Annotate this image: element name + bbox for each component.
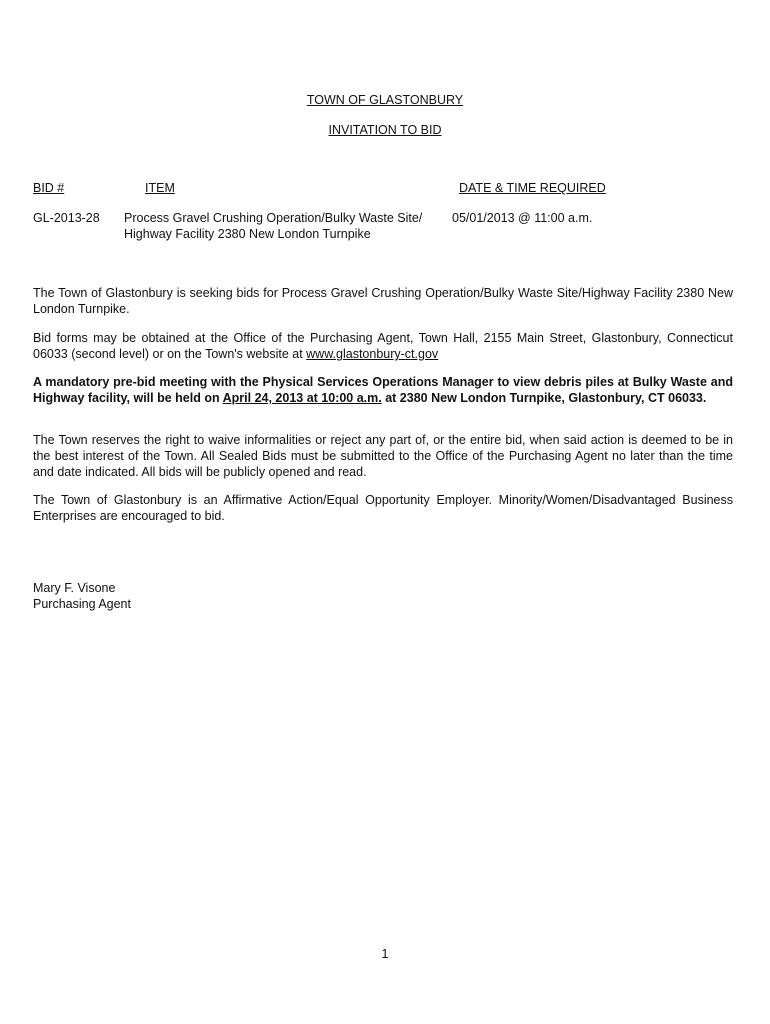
pre-bid-date: April 24, 2013 at 10:00 a.m. [222, 391, 382, 405]
item-line-2: Highway Facility 2380 New London Turnpike [124, 227, 371, 241]
signatory-name: Mary F. Visone [33, 581, 116, 595]
date-time-required: 05/01/2013 @ 11:00 a.m. [452, 211, 593, 225]
org-heading: TOWN OF GLASTONBURY [306, 93, 464, 107]
item-header: ITEM [145, 181, 175, 195]
bid-forms-text: Bid forms may be obtained at the Office of the Purchasing Agent, Town Hall, 2155 Main Street, Glastonbury, Connecticut 06033 (second level) or on the Town's website at [33, 331, 733, 361]
reservation-paragraph: The Town reserves the right to waive informalities or reject any part of, or the entire bid, when said action is deemed to be in the best interest of the Town. All Sealed Bids must be submitted to the Office of the Purchasing Agent no later than the time and date indicated. All bids will be publicly opened and read. [33, 433, 733, 479]
pre-bid-location: at 2380 New London Turnpike, Glastonbury, CT 06033. [381, 391, 707, 405]
town-website-link[interactable]: www.glastonbury-ct.gov [306, 347, 439, 361]
bid-number-header: BID # [33, 181, 65, 195]
bid-number: GL-2013-28 [33, 211, 100, 225]
intro-paragraph: The Town of Glastonbury is seeking bids for Process Gravel Crushing Operation/Bulky Waste Site/Highway Facility 2380 New London Turnpike. [33, 286, 733, 316]
date-time-header: DATE & TIME REQUIRED [459, 181, 606, 195]
item-line-1: Process Gravel Crushing Operation/Bulky Waste Site/ [124, 211, 423, 225]
bid-forms-paragraph [33, 330, 733, 362]
pre-bid-meeting-paragraph [33, 374, 733, 406]
page-number: 1 [381, 947, 389, 961]
eeo-paragraph: The Town of Glastonbury is an Affirmative Action/Equal Opportunity Employer. Minority/Women/Disadvantaged Business Enterprises are encouraged to bid. [33, 493, 733, 523]
pre-bid-text: A mandatory pre-bid meeting with the Physical Services Operations Manager to view debris piles at Bulky Waste and Highway facility, will be held on [33, 375, 733, 405]
signatory-title: Purchasing Agent [33, 597, 131, 611]
document-title: INVITATION TO BID [328, 123, 442, 137]
